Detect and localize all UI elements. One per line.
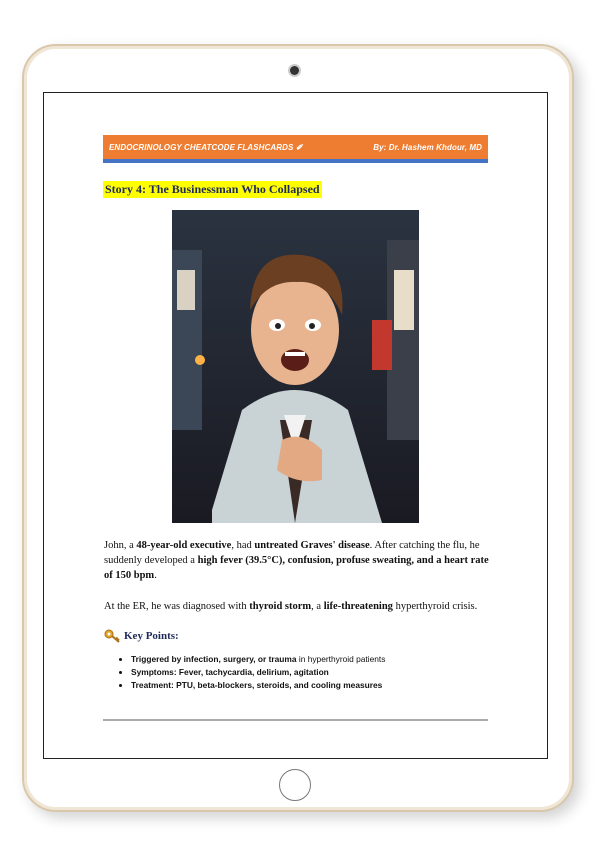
key-icon	[104, 629, 120, 643]
story-title: Story 4: The Businessman Who Collapsed	[105, 182, 320, 196]
story-paragraph-2: At the ER, he was diagnosed with thyroid storm, a life-threatening hyperthyroid crisis.	[104, 601, 478, 612]
list-item: • Triggered by infection, surgery, or trauma in hyperthyroid patients	[131, 653, 385, 666]
banner-author: By: Dr. Hashem Khdour, MD	[373, 142, 482, 152]
banner-title: ENDOCRINOLOGY CHEATCODE FLASHCARDS ✐	[109, 142, 303, 152]
story-paragraph-1: John, a 48-year-old executive, had untreated Graves' disease. After catching the flu, he suddenly developed a high fever (39.5°C), confusion, profuse sweating, and a heart rate of 150 bpm.	[104, 540, 489, 581]
home-button[interactable]	[279, 769, 311, 801]
camera-icon	[290, 66, 299, 75]
story-illustration	[172, 210, 419, 523]
list-item: • Treatment: PTU, beta-blockers, steroids, and cooling measures	[131, 679, 385, 692]
key-points-label: Key Points:	[124, 630, 179, 642]
list-item: • Symptoms: Fever, tachycardia, delirium, agitation	[131, 666, 385, 679]
key-points-heading	[104, 629, 179, 643]
key-points-list	[119, 653, 385, 692]
section-divider	[103, 719, 488, 721]
document-page	[43, 92, 548, 759]
header-banner	[103, 135, 488, 163]
